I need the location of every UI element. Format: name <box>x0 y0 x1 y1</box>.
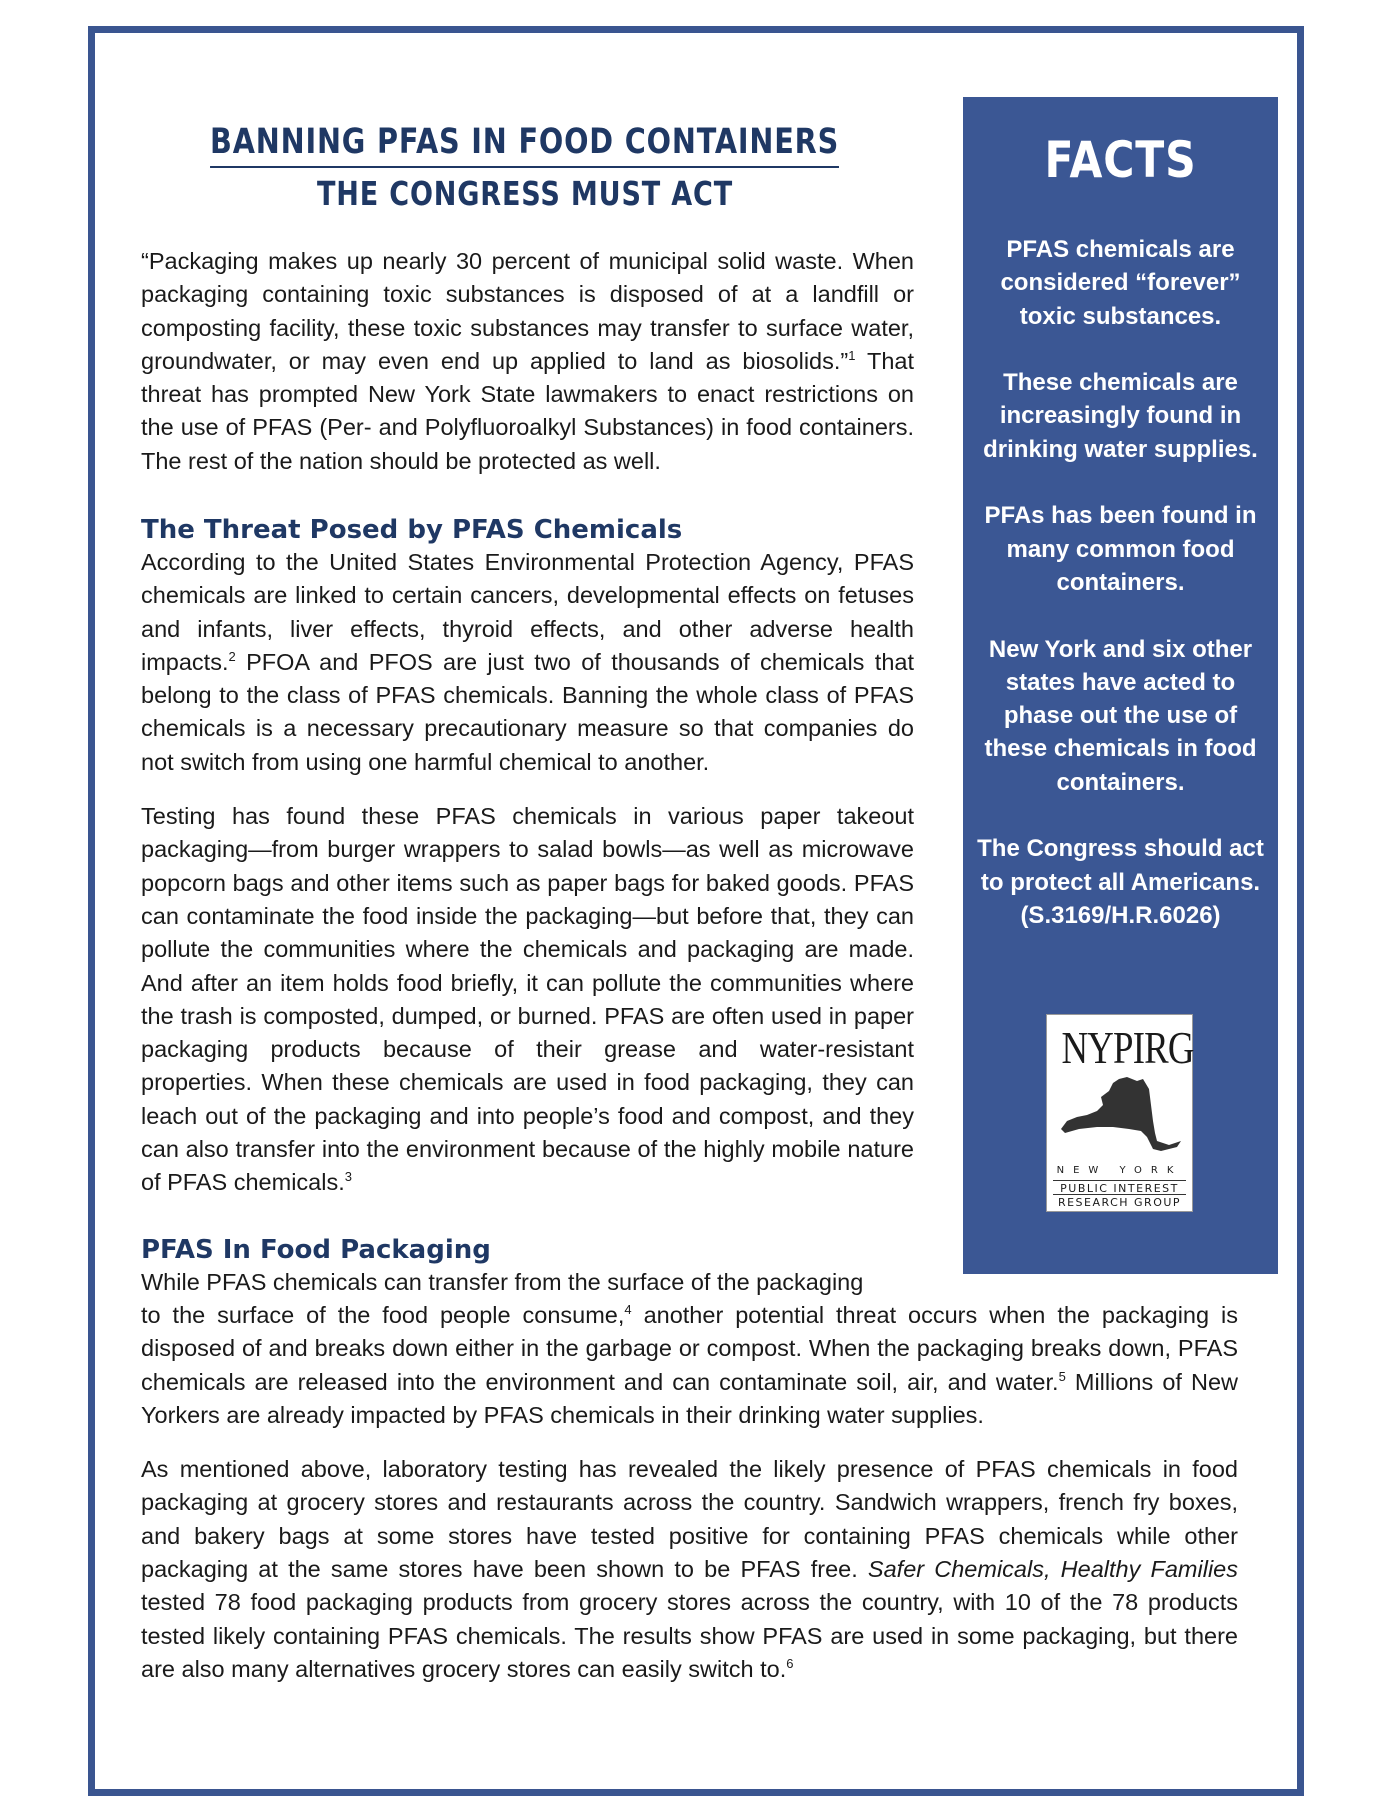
threat-section <box>141 514 914 1200</box>
packaging-p2-text: As mentioned above, laboratory testing has revealed the likely presence of PFAS chemicals in food packaging at grocery stores and restaurants across the country. Sandwich wrappers, french fry boxes, and bakery bags at some stores have tested positive for containing PFAS chemicals while other packaging at the same stores have been shown to be PFAS free. <box>141 1456 1238 1583</box>
packaging-paragraph-2 <box>141 1453 1238 1686</box>
intro-text-cont: That threat has prompted New York State lawmakers to enact restrictions on the use of PFAS (Per- and Polyfluoroalkyl Substances) in food containers. The rest of the nation should be protected as well. <box>141 347 914 474</box>
packaging-p1-line1: While PFAS chemicals can transfer from the surface of the packaging <box>141 1269 864 1295</box>
threat-paragraph-1 <box>141 546 914 779</box>
fact-item: The Congress should act to protect all Americans. (S.3169/H.R.6026) <box>977 835 1264 929</box>
packaging-p1-text-cont: another potential threat occurs when the packaging is disposed of and breaks down either in the garbage or compost. When the packaging breaks down, PFAS chemicals are released into the environment and can contaminate soil, air, and water. <box>141 1302 1238 1395</box>
fact-item: New York and six other states have acted to phase out the use of these chemicals in food containers. <box>984 635 1257 796</box>
intro-section <box>141 245 914 478</box>
facts-sidebar <box>963 97 1278 1274</box>
logo-line-new-york: NEW YORK <box>1056 1165 1183 1176</box>
page-title: BANNING PFAS IN FOOD CONTAINERS <box>210 122 839 168</box>
title-block <box>140 122 910 213</box>
facts-list <box>963 233 1278 932</box>
new-york-state-map-icon <box>1057 1075 1185 1157</box>
fact-item: These chemicals are increasingly found in drinking water supplies. <box>983 369 1258 463</box>
nypirg-logo <box>1046 1014 1193 1212</box>
logo-wordmark: NYPIRG <box>1061 1022 1194 1073</box>
packaging-p1-text: to the surface of the food people consume, <box>141 1302 625 1328</box>
footnote-ref: 5 <box>1058 1368 1066 1384</box>
packaging-heading-block <box>141 1234 914 1299</box>
footnote-ref: 4 <box>624 1302 632 1317</box>
footnote-ref: 2 <box>228 648 236 664</box>
packaging-section <box>141 1299 1238 1686</box>
footnote-ref: 3 <box>344 1169 352 1185</box>
packaging-heading: PFAS In Food Packaging <box>141 1235 491 1265</box>
threat-heading: The Threat Posed by PFAS Chemicals <box>141 515 683 545</box>
intro-paragraph <box>141 245 914 478</box>
fact-item: PFAS chemicals are considered “forever” toxic substances. <box>1000 236 1241 330</box>
threat-p1-text: According to the United States Environmental Protection Agency, PFAS chemicals are linked to certain cancers, developmental effects on fetuses and infants, liver effects, thyroid effects, and other adverse health impacts. <box>141 549 914 675</box>
logo-line-research-group: RESEARCH GROUP <box>1053 1194 1186 1209</box>
facts-heading: FACTS <box>1044 131 1197 189</box>
source-name: Safer Chemicals, Healthy Families <box>867 1556 1238 1583</box>
fact-item: PFAs has been found in many common food containers. <box>984 502 1257 596</box>
threat-p1-text-cont: PFOA and PFOS are just two of thousands of chemicals that belong to the class of PFAS chemicals. Banning the whole class of PFAS chemicals is a necessary precautionary measure so that companies do not switch from using one harmful chemical to another. <box>141 648 914 775</box>
footnote-ref: 1 <box>848 347 856 363</box>
threat-paragraph-2 <box>141 800 914 1200</box>
logo-line-public-interest: PUBLIC INTEREST <box>1053 1180 1186 1195</box>
threat-p2-text: Testing has found these PFAS chemicals in various paper takeout packaging—from burger wrappers to salad bowls—as well as microwave popcorn bags and other items such as paper bags for baked goods. PFAS can contaminate the food inside the packaging—but before that, they can pollute the communities where the chemicals and packaging are made. And after an item holds food briefly, it can pollute the communities where the trash is composted, dumped, or burned. PFAS are often used in paper packaging products because of their grease and water-resistant properties. When these chemicals are used in food packaging, they can leach out of the packaging and into people’s food and compost, and they can also transfer into the environment because of the highly mobile nature of PFAS chemicals. <box>141 803 914 1196</box>
packaging-p1-text-end: Millions of New Yorkers are already impacted by PFAS chemicals in their drinking water supplies. <box>141 1368 1239 1428</box>
packaging-paragraph-1 <box>141 1299 1238 1432</box>
page-subtitle: THE CONGRESS MUST ACT <box>317 174 733 213</box>
packaging-p2-text-cont: tested 78 food packaging products from grocery stores across the country, with 10 of the 78 products tested likely containing PFAS chemicals. The results show PFAS are used in some packaging, but there are also many alternatives grocery stores can easily switch to. <box>141 1589 1238 1682</box>
intro-text: “Packaging makes up nearly 30 percent of municipal solid waste. When packaging containing toxic substances is disposed of at a landfill or composting facility, these toxic substances may transfer to surface water, groundwater, or may even end up applied to land as biosolids.” <box>141 248 914 374</box>
footnote-ref: 6 <box>786 1655 794 1671</box>
